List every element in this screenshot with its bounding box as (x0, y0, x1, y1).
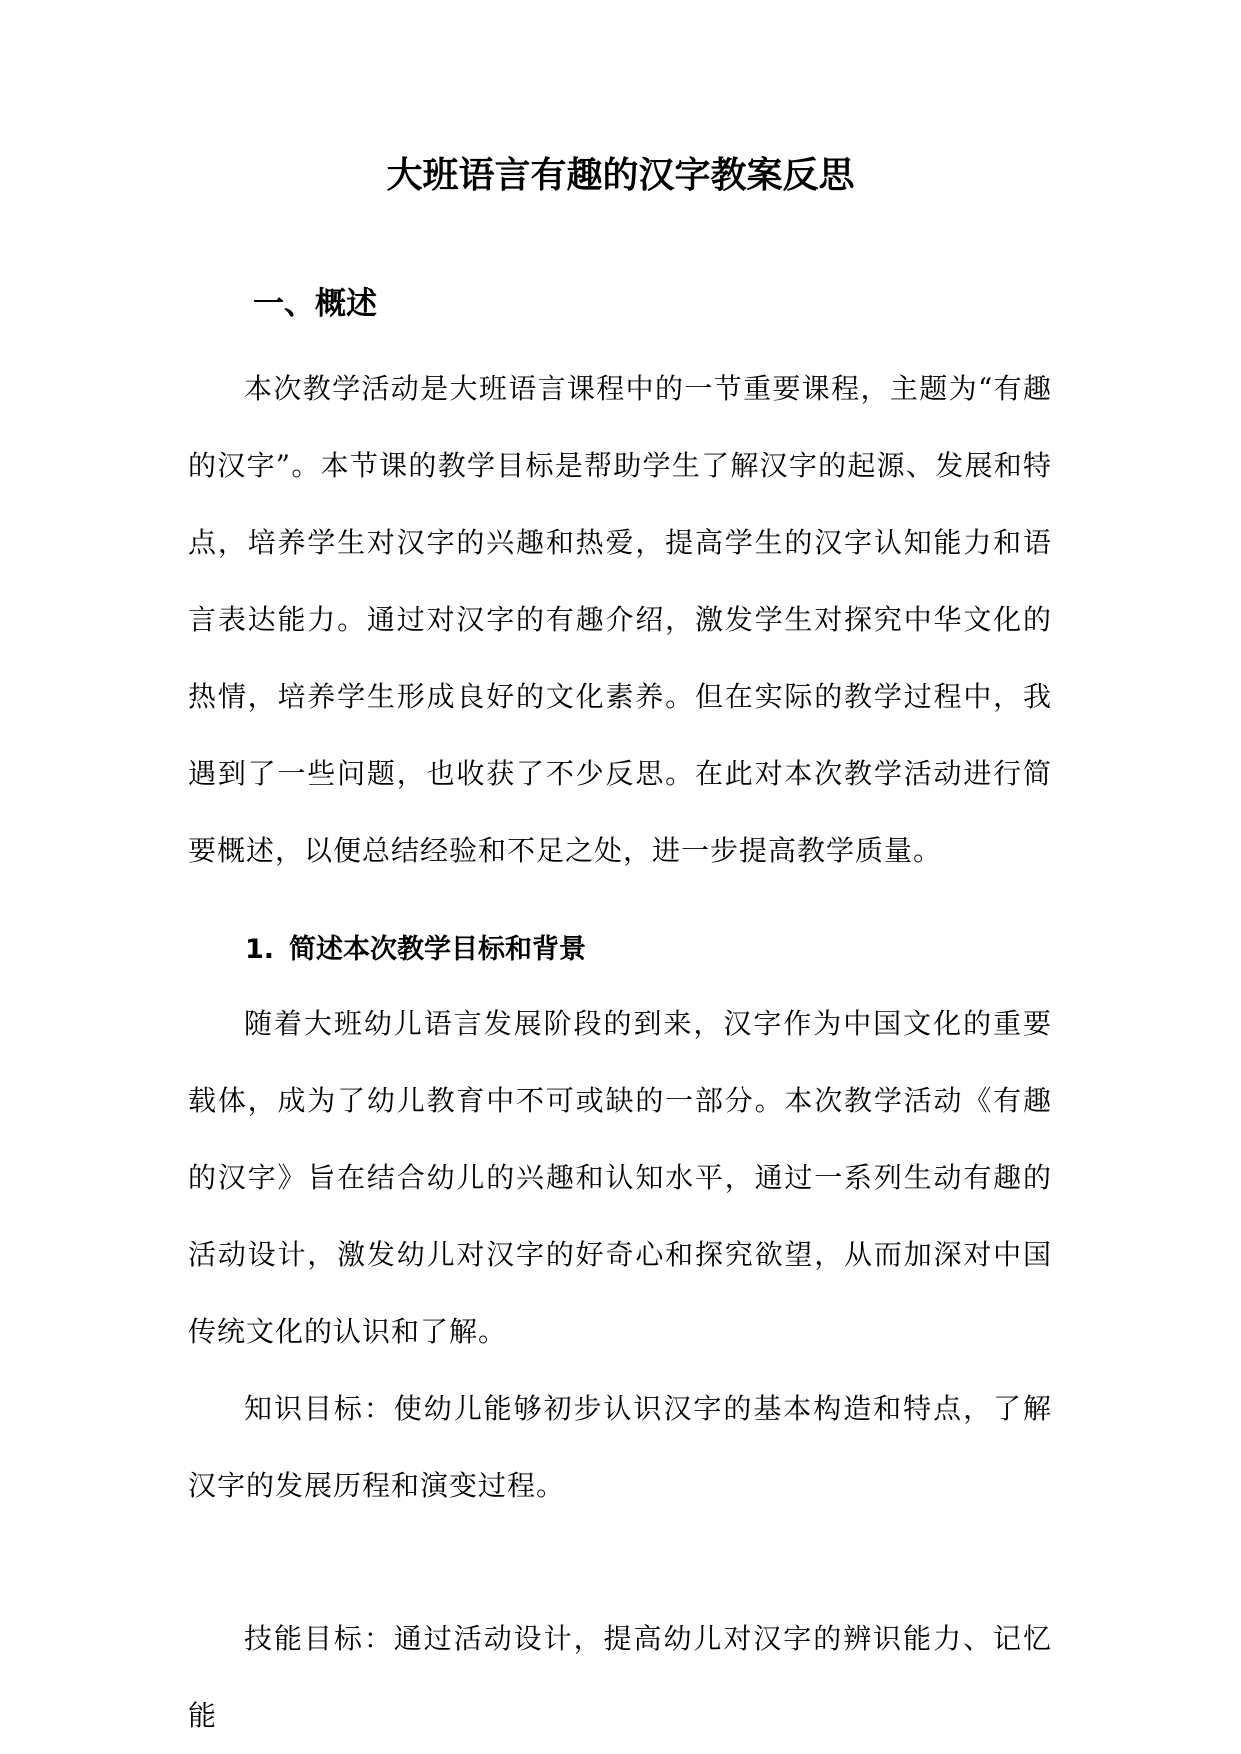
section-heading-overview: 一、概述 (253, 286, 377, 322)
subsection-title: 简述本次教学目标和背景 (289, 934, 586, 965)
subsection-number: 1. (245, 934, 275, 965)
knowledge-goal-paragraph: 知识目标：使幼儿能够初步认识汉字的基本构造和特点，了解汉字的发展历程和演变过程。 (188, 1392, 1052, 1502)
background-paragraph: 随着大班幼儿语言发展阶段的到来，汉字作为中国文化的重要载体，成为了幼儿教育中不可或缺的一部分。本次教学活动《有趣的汉字》旨在结合幼儿的兴趣和认知水平，通过一系列生动有趣的活动设计，激发幼儿对汉字的好奇心和探究欲望，从而加深对中国传统文化的认识和了解。 (188, 1007, 1052, 1348)
overview-paragraph: 本次教学活动是大班语言课程中的一节重要课程，主题为“有趣的汉字”。本节课的教学目标是帮助学生了解汉字的起源、发展和特点，培养学生对汉字的兴趣和热爱，提高学生的汉字认知能力和语言表达能力。通过对汉字的有趣介绍，激发学生对探究中华文化的热情，培养学生形成良好的文化素养。但在实际的教学过程中，我遇到了一些问题，也收获了不少反思。在此对本次教学活动进行简要概述，以便总结经验和不足之处，进一步提高教学质量。 (188, 372, 1052, 867)
subsection-heading (245, 930, 586, 970)
document-title: 大班语言有趣的汉字教案反思 (386, 155, 855, 196)
skill-goal-paragraph: 技能目标：通过活动设计，提高幼儿对汉字的辨识能力、记忆能 (188, 1622, 1052, 1732)
